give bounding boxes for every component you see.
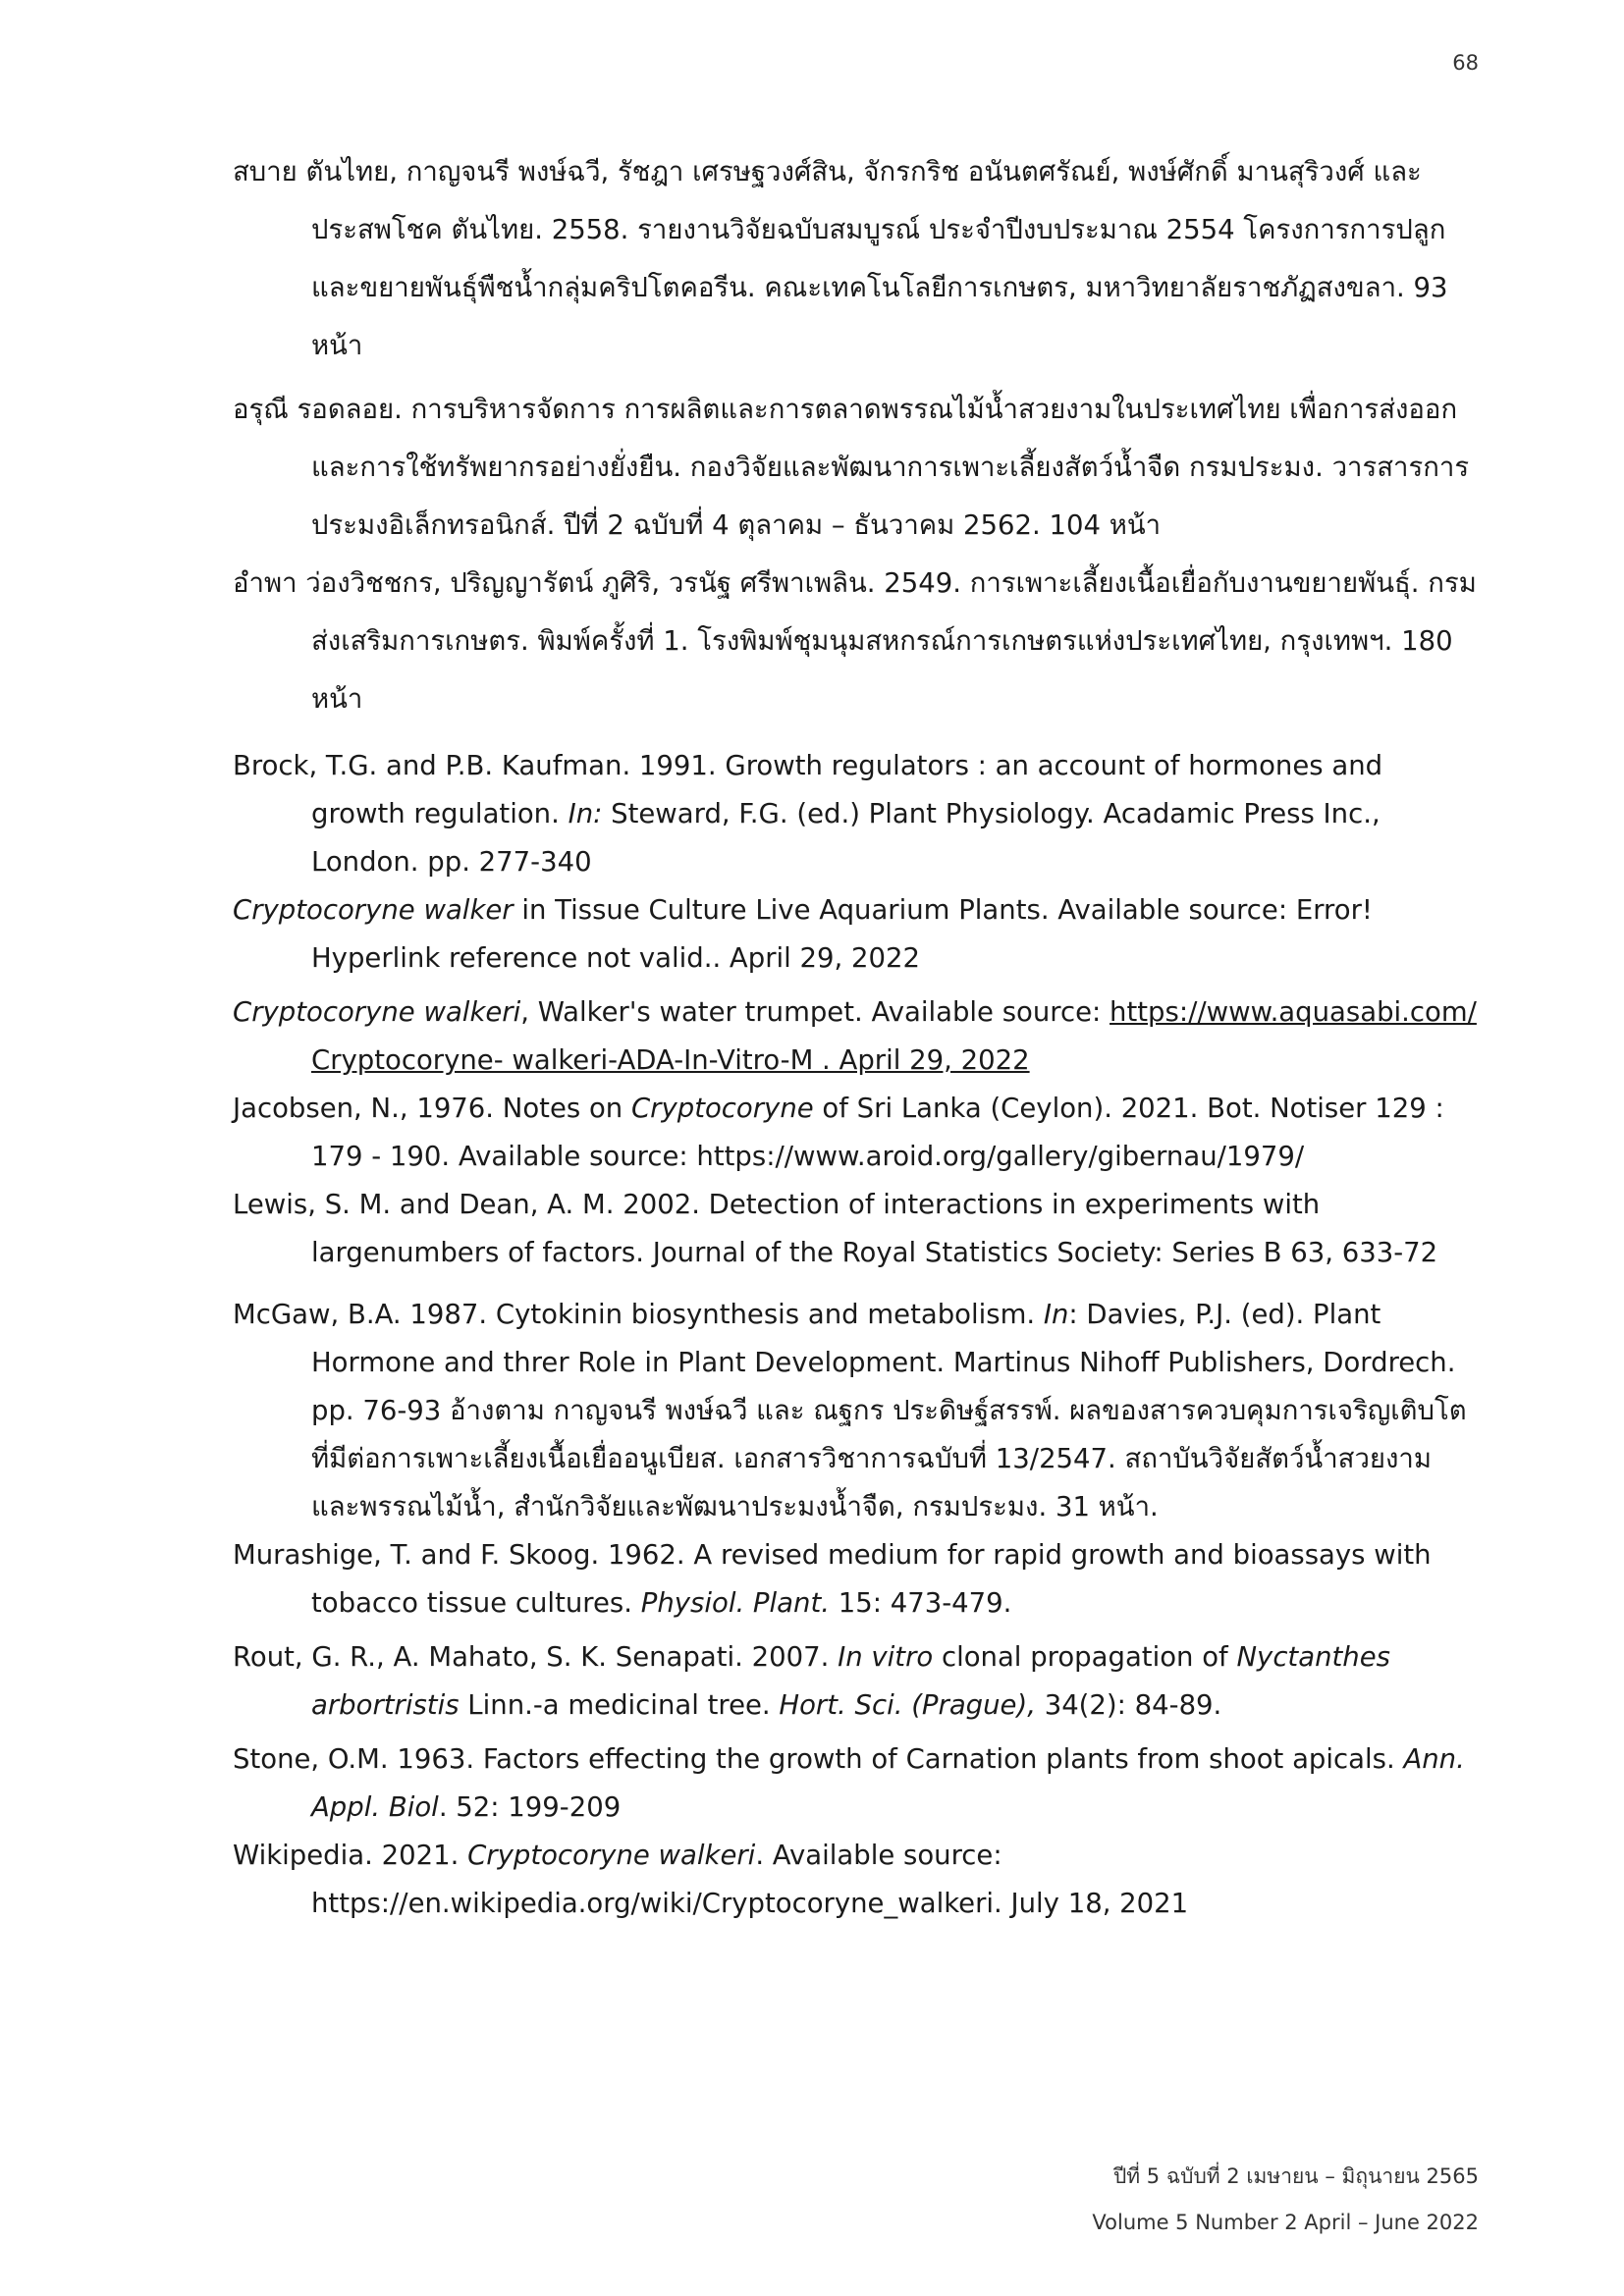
footer-thai-volume: ปีที่ 5 ฉบับที่ 2 เมษายน – มิถุนายน 2565 (1112, 2164, 1479, 2188)
reference-entry (233, 1181, 1480, 1277)
reference-entry (233, 742, 1480, 886)
reference-text: Murashige, T. and F. Skoog. 1962. A revised medium for rapid growth and bioassays with tobacco tissue cultures. (233, 1539, 1432, 1619)
reference-text: Linn.-a medicinal tree. (459, 1689, 780, 1721)
footer-english-volume: Volume 5 Number 2 April – June 2022 (1092, 2211, 1479, 2234)
reference-entry (233, 143, 1480, 375)
reference-entry (233, 1735, 1480, 1832)
reference-text: : Davies, P.J. (ed). Plant Hormone and threr Role in Plant Development. Martinus Nihoff Publishers, Dordrech. pp. 76-93 อ้างตาม กาญจนรี พงษ์ฉวี และ ณฐกร ประดิษฐ์สรรพ์. ผลของสารควบคุมการเจริญเติบโตที่มีต่อการเพาะเลี้ยงเนื้อเยื่ออนูเบียส. เอกสารวิชาการฉบับที่ 13/2547. สถาบันวิจัยสัตว์น้ำสวยงามและพรรณไม้น้ำ, สำนักวิจัยและพัฒนาประมงน้ำจืด, กรมประมง. 31 หน้า. (311, 1299, 1467, 1522)
reference-entry (233, 1832, 1480, 1928)
reference-entry (233, 988, 1480, 1085)
reference-italic-text: Cryptocoryne (630, 1093, 814, 1124)
reference-entry (233, 1633, 1480, 1730)
reference-list (233, 143, 1480, 1928)
reference-text: . 52: 199-209 (438, 1791, 622, 1823)
reference-italic-text: Ann. Appl. Biol (311, 1743, 1465, 1823)
reference-text: 15: 473-479. (829, 1587, 1012, 1619)
reference-text: clonal propagation of (933, 1641, 1237, 1673)
reference-italic-text: Nyctanthes arbortristis (311, 1641, 1390, 1721)
reference-text: , Walker's water trumpet. Available source: (520, 996, 1110, 1028)
reference-link[interactable]: https://www.aquasabi.com/ Cryptocoryne- walkeri-ADA-In-Vitro-M . April 29, 2022 (311, 996, 1477, 1076)
reference-entry (233, 555, 1480, 728)
reference-text: Jacobsen, N., 1976. Notes on (233, 1093, 631, 1124)
reference-entry (233, 886, 1480, 983)
reference-italic-text: In: (568, 798, 603, 829)
page-footer (1092, 2154, 1479, 2246)
reference-entry (233, 1291, 1480, 1531)
reference-text: 34(2): 84-89. (1035, 1689, 1222, 1721)
reference-text: Steward, F.G. (ed.) Plant Physiology. Acadamic Press Inc., London. pp. 277-340 (311, 798, 1380, 878)
page-number: 68 (1452, 51, 1479, 75)
reference-text: in Tissue Culture Live Aquarium Plants. Available source: Error! Hyperlink reference not valid.. April 29, 2022 (311, 894, 1373, 974)
reference-text: Lewis, S. M. and Dean, A. M. 2002. Detection of interactions in experiments with largenumbers of factors. Journal of the Royal Statistics Society: Series B 63, 633-72 (233, 1189, 1438, 1268)
reference-text: อรุณี รอดลอย. การบริหารจัดการ การผลิตและการตลาดพรรณไม้น้ำสวยงามในประเทศไทย เพื่อการส่งออกและการใช้ทรัพยากรอย่างยั่งยืน. กองวิจัยและพัฒนาการเพาะเลี้ยงสัตว์น้ำจืด กรมประมง. วารสารการประมงอิเล็กทรอนิกส์. ปีที่ 2 ฉบับที่ 4 ตุลาคม – ธันวาคม 2562. 104 หน้า (233, 394, 1470, 541)
reference-text: Wikipedia. 2021. (233, 1840, 468, 1871)
reference-text: of Sri Lanka (Ceylon). 2021. Bot. Notiser 129 : 179 - 190. Available source: https://www.aroid.org/gallery/gibernau/1979/ (311, 1093, 1444, 1172)
reference-entry (233, 381, 1480, 555)
reference-entry (233, 1531, 1480, 1628)
reference-italic-text: Cryptocoryne walker (233, 894, 514, 926)
reference-text: Rout, G. R., A. Mahato, S. K. Senapati. 2007. (233, 1641, 839, 1673)
reference-italic-text: In vitro (838, 1641, 934, 1673)
reference-italic-text: Hort. Sci. (Prague), (779, 1689, 1036, 1721)
reference-text: อำพา ว่องวิชชกร, ปริญญารัตน์ ภูศิริ, วรนัฐ ศรีพาเพลิน. 2549. การเพาะเลี้ยงเนื้อเยื่อกับงานขยายพันธุ์. กรมส่งเสริมการเกษตร. พิมพ์ครั้งที่ 1. โรงพิมพ์ชุมนุมสหกรณ์การเกษตรแห่งประเทศไทย, กรุงเทพฯ. 180 หน้า (233, 567, 1477, 715)
reference-italic-text: Cryptocoryne walkeri (467, 1840, 756, 1871)
reference-entry (233, 1085, 1480, 1181)
reference-text: Brock, T.G. and P.B. Kaufman. 1991. Growth regulators : an account of hormones and growth regulation. (233, 750, 1383, 829)
reference-italic-text: Physiol. Plant. (640, 1587, 830, 1619)
reference-text: Stone, O.M. 1963. Factors effecting the growth of Carnation plants from shoot apicals. (233, 1743, 1404, 1775)
reference-text: สบาย ตันไทย, กาญจนรี พงษ์ฉวี, รัชฎา เศรษฐวงศ์สิน, จักรกริช อนันตศรัณย์, พงษ์ศักดิ์ มานสุริวงศ์ และ ประสพโชค ตันไทย. 2558. รายงานวิจัยฉบับสมบูรณ์ ประจำปีงบประมาณ 2554 โครงการการปลูกและขยายพันธุ์พืชน้ำกลุ่มคริปโตคอรีน. คณะเทคโนโลยีการเกษตร, มหาวิทยาลัยราชภัฏสงขลา. 93 หน้า (233, 156, 1448, 361)
reference-italic-text: Cryptocoryne walkeri (233, 996, 521, 1028)
reference-text: . Available source: https://en.wikipedia.org/wiki/Cryptocoryne_walkeri. July 18, 2021 (311, 1840, 1189, 1919)
reference-italic-text: In (1043, 1299, 1069, 1330)
reference-text: McGaw, B.A. 1987. Cytokinin biosynthesis and metabolism. (233, 1299, 1044, 1330)
